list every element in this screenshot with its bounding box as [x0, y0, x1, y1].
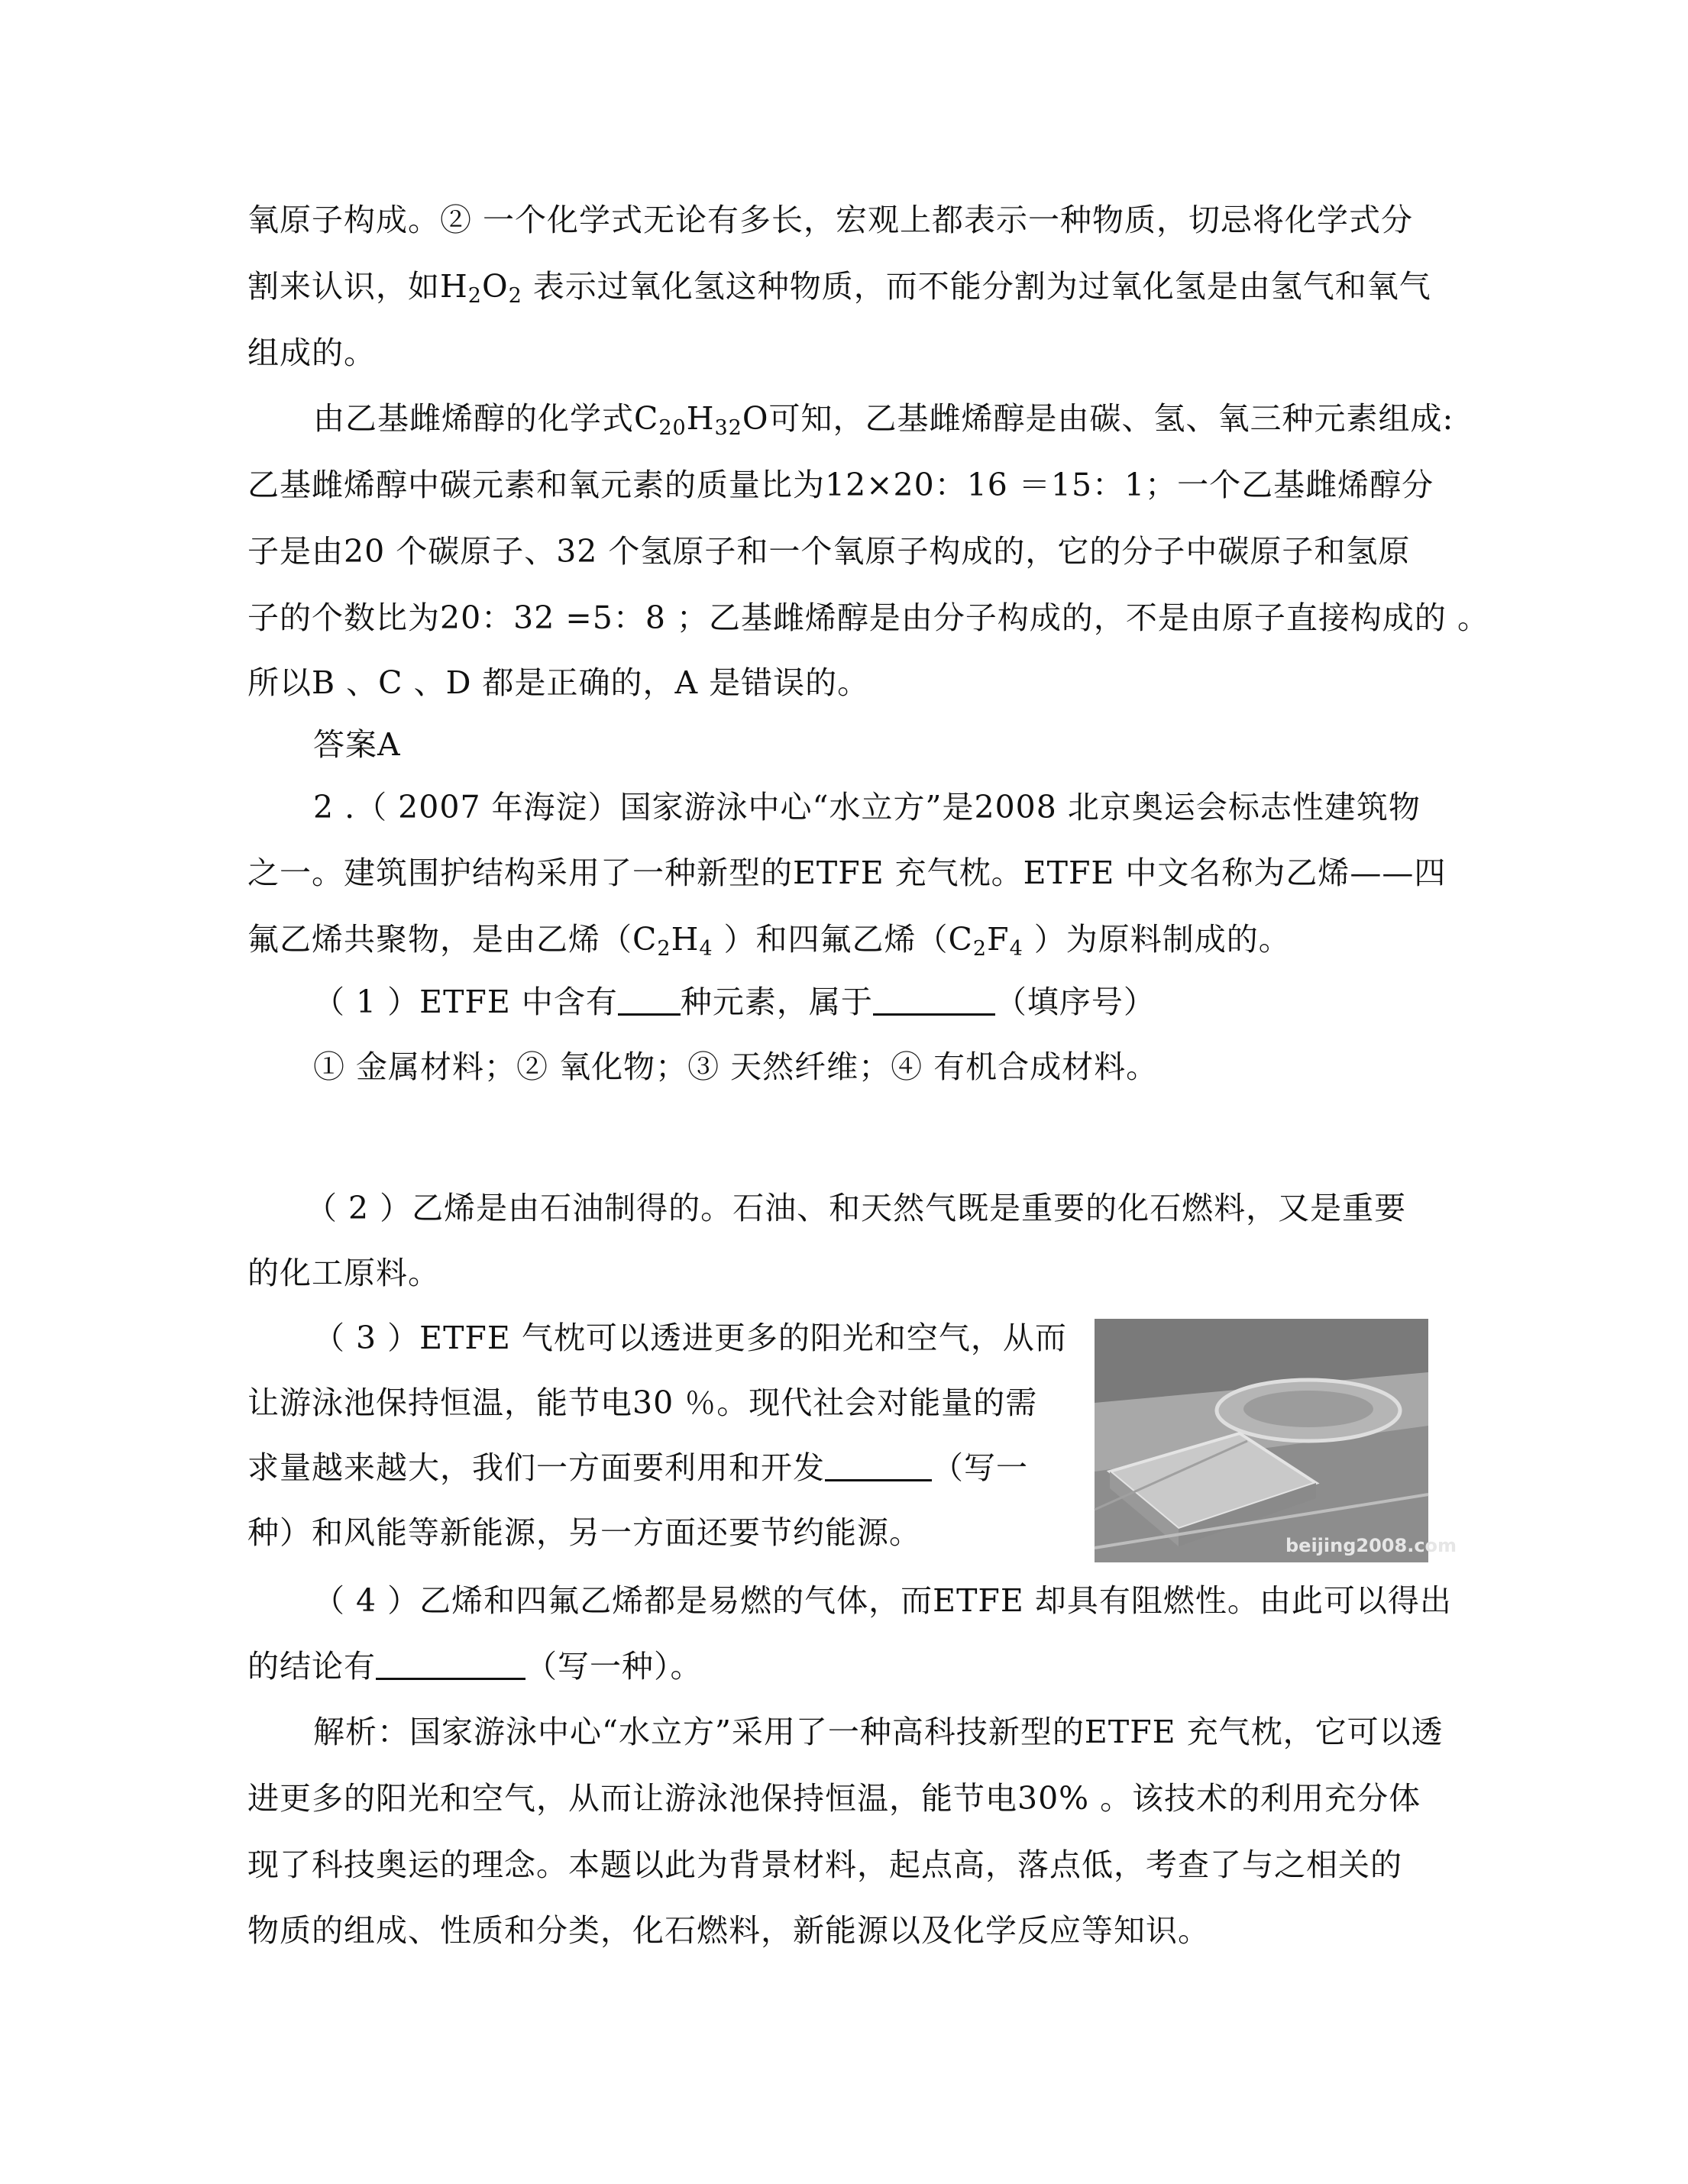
text: 现了科技奥运的理念。本题以此为背景材料，起点高，落点低，考查了与之相关的: [247, 1846, 1402, 1883]
question-line: [247, 850, 1446, 896]
answer-blank[interactable]: [376, 1650, 525, 1680]
text: 乙基雌烯醇中碳元素和氧元素的质量比为12×20：16 ＝15：1；一个乙基雌烯醇分: [247, 467, 1434, 503]
paragraph-line: [247, 528, 1410, 574]
text: 由乙基雌烯醇的化学式C: [313, 400, 659, 437]
paragraph-line: [247, 263, 1431, 309]
subscript: 20: [658, 416, 687, 440]
text: 物质的组成、性质和分类，化石燃料，新能源以及化学反应等知识。: [247, 1912, 1210, 1949]
paragraph-line: [247, 330, 376, 376]
text: 所以B 、C 、D 都是正确的，A 是错误的。: [247, 664, 870, 701]
text: （ 4 ）乙烯和四氟乙烯都是易燃的气体，而ETFE 却具有阻燃性。由此可以得出: [313, 1582, 1452, 1619]
text: H: [686, 400, 715, 437]
text: 解析：国家游泳中心“水立方”采用了一种高科技新型的ETFE 充气枕，它可以透: [313, 1714, 1444, 1750]
text: 2 .（ 2007 年海淀）国家游泳中心“水立方”是2008 北京奥运会标志性建筑物: [313, 789, 1421, 825]
paragraph-line: [247, 660, 869, 706]
analysis-line: [247, 1842, 1402, 1888]
water-cube-image-icon: [1095, 1319, 1457, 1562]
text: 组成的。: [247, 334, 376, 371]
text: 之一。建筑围护结构采用了一种新型的ETFE 充气枕。ETFE 中文名称为乙烯——四: [247, 855, 1447, 891]
answer-blank[interactable]: [618, 986, 681, 1016]
subscript: 2: [467, 284, 482, 308]
analysis-line: [313, 1709, 1444, 1755]
text: 的结论有: [247, 1648, 376, 1685]
text: 种元素，属于: [680, 984, 873, 1020]
analysis-line: [247, 1908, 1210, 1953]
text: O: [481, 268, 509, 305]
text: 让游泳池保持恒温，能节电30 ％。现代社会对能量的需: [247, 1384, 1038, 1421]
subscript: 2: [972, 937, 988, 961]
question-line: [247, 916, 1291, 962]
text: （填序号）: [994, 984, 1156, 1020]
text: （写一: [932, 1449, 1028, 1486]
question-line: [313, 784, 1421, 830]
question-line: [247, 1380, 1037, 1426]
question-line: [247, 1510, 921, 1556]
text: 子是由20 个碳原子、32 个氢原子和一个氧原子构成的，它的分子中碳原子和氢原: [247, 533, 1411, 570]
text: 氟乙烯共聚物，是由乙烯（C: [247, 921, 658, 958]
paragraph-line: [247, 595, 1489, 641]
question-line: [247, 1445, 1028, 1491]
question-line: [313, 1315, 1067, 1361]
text: （ 1 ）ETFE 中含有: [313, 984, 618, 1020]
subscript: 2: [508, 284, 522, 308]
text: 氧原子构成。② 一个化学式无论有多长，宏观上都表示一种物质，切忌将化学式分: [247, 202, 1414, 238]
answer-blank[interactable]: [873, 986, 995, 1016]
answer-blank[interactable]: [825, 1452, 932, 1481]
text: 求量越来越大，我们一方面要利用和开发: [247, 1449, 825, 1486]
text: ）为原料制成的。: [1023, 921, 1291, 958]
subscript: 2: [657, 937, 671, 961]
text: （ 2 ）乙烯是由石油制得的。石油、和天然气既是重要的化石燃料，又是重要: [306, 1190, 1407, 1226]
question-line: [313, 979, 1156, 1025]
question-line: [247, 1250, 440, 1296]
text: H: [671, 921, 700, 958]
text: 种）和风能等新能源，另一方面还要节约能源。: [247, 1514, 921, 1551]
text: 子的个数比为20：32 =5：8 ；乙基雌烯醇是由分子构成的，不是由原子直接构成的 。: [247, 599, 1489, 636]
paragraph-line: [247, 462, 1434, 508]
text: 进更多的阳光和空气，从而让游泳池保持恒温，能节电30% 。该技术的利用充分体: [247, 1780, 1421, 1817]
text: 割来认识，如H: [247, 268, 468, 305]
question-line: [306, 1185, 1406, 1231]
paragraph-line: [313, 396, 1454, 441]
analysis-line: [247, 1775, 1421, 1821]
question-line: [313, 1578, 1452, 1623]
paragraph-line: [247, 197, 1413, 243]
options-text: ① 金属材料；② 氧化物；③ 天然纤维；④ 有机合成材料。: [313, 1048, 1159, 1085]
text: 表示过氧化氢这种物质，而不能分割为过氧化氢是由氢气和氧气: [522, 268, 1431, 305]
text: （ 3 ）ETFE 气枕可以透进更多的阳光和空气，从而: [313, 1320, 1067, 1356]
subscript: 4: [1009, 937, 1023, 961]
answer-text: 答案A: [313, 726, 401, 763]
text: （写一种）。: [525, 1648, 703, 1685]
text: O可知，乙基雌烯醇是由碳、氢、氧三种元素组成:: [742, 400, 1454, 437]
watermark: beijing2008.com: [1285, 1535, 1457, 1556]
text: F: [987, 921, 1010, 958]
subscript: 4: [699, 937, 713, 961]
answer-line: [313, 722, 401, 767]
question-line: [247, 1643, 703, 1689]
text: 的化工原料。: [247, 1255, 440, 1291]
water-cube-photo: [1095, 1319, 1457, 1562]
options-line: [313, 1044, 1158, 1090]
text: ）和四氟乙烯（C: [713, 921, 973, 958]
subscript: 32: [714, 416, 742, 440]
